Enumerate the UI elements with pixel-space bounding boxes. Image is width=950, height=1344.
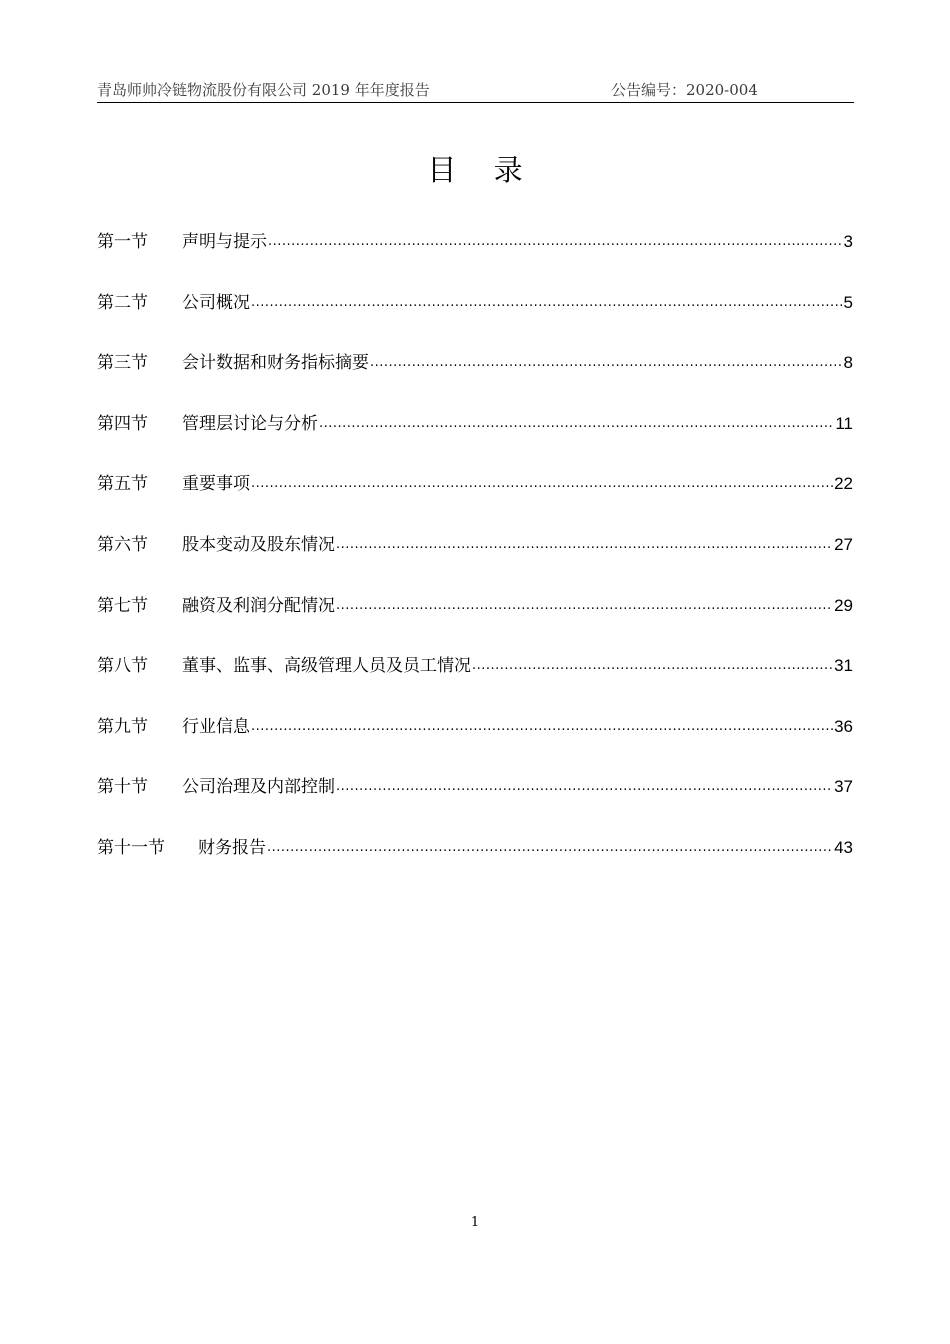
toc-dot-leader xyxy=(251,289,843,317)
toc-entry-title: 管理层讨论与分析 xyxy=(182,413,318,434)
toc-entry[interactable] xyxy=(97,773,853,834)
toc-entry-title: 声明与提示 xyxy=(182,232,267,252)
toc-entry-section: 第九节 xyxy=(97,716,148,737)
toc-entry[interactable] xyxy=(97,289,853,350)
toc-entry[interactable] xyxy=(97,652,853,713)
toc-entry-title: 财务报告 xyxy=(198,837,266,858)
toc-entry[interactable] xyxy=(97,228,853,289)
toc-entry[interactable] xyxy=(97,470,853,531)
toc-dot-leader xyxy=(336,592,833,620)
toc-entry-title: 融资及利润分配情况 xyxy=(182,595,335,616)
toc-entry-section: 第八节 xyxy=(97,656,148,677)
toc-title: 目 录 xyxy=(427,153,537,187)
toc-entry-title: 重要事项 xyxy=(182,474,250,495)
toc-entry[interactable] xyxy=(97,834,853,895)
toc-entry-title: 会计数据和财务指标摘要 xyxy=(182,353,369,374)
toc-entry-page: 36 xyxy=(834,716,853,736)
toc-entry[interactable] xyxy=(97,592,853,653)
toc-dot-leader xyxy=(472,652,833,680)
toc-entry-page: 43 xyxy=(834,837,853,857)
toc-entry-page: 31 xyxy=(834,656,853,676)
toc-entry-title: 董事、监事、高级管理人员及员工情况 xyxy=(182,656,471,677)
toc-dot-leader xyxy=(251,470,833,498)
toc-entry-page: 29 xyxy=(834,595,853,615)
toc-entry-section: 第五节 xyxy=(97,474,148,495)
toc-entry-title: 股本变动及股东情况 xyxy=(182,534,335,555)
toc-entry-title: 行业信息 xyxy=(182,716,250,737)
toc-entry-section: 第六节 xyxy=(97,534,148,555)
toc-entry-title: 公司治理及内部控制 xyxy=(182,777,335,798)
toc-entry[interactable] xyxy=(97,349,853,410)
toc-dot-leader xyxy=(319,410,834,438)
toc-dot-leader xyxy=(267,834,833,862)
toc-dot-leader xyxy=(336,531,833,559)
toc-entry-section: 第四节 xyxy=(97,413,148,434)
toc-entry-page: 11 xyxy=(835,413,853,433)
toc-entry-page: 22 xyxy=(834,474,853,494)
report-title: 青岛师帅冷链物流股份有限公司 2019 年年度报告 xyxy=(97,81,430,99)
toc-entry-section: 第二节 xyxy=(97,292,148,313)
toc-entry-section: 第三节 xyxy=(97,353,148,374)
toc-dot-leader xyxy=(268,228,843,256)
toc-entry[interactable] xyxy=(97,713,853,774)
announcement-number: 公告编号：2020-004 xyxy=(611,81,758,99)
toc-entry-page: 3 xyxy=(843,232,853,251)
toc-list xyxy=(97,228,853,895)
toc-entry-section: 第七节 xyxy=(97,595,148,616)
toc-entry-page: 5 xyxy=(843,292,853,312)
toc-entry-section: 第十一节 xyxy=(97,837,165,858)
toc-entry-section: 第十节 xyxy=(97,777,148,798)
toc-entry-section: 第一节 xyxy=(97,232,148,252)
toc-entry[interactable] xyxy=(97,531,853,592)
toc-entry-page: 8 xyxy=(843,353,853,373)
toc-dot-leader xyxy=(336,773,833,801)
toc-dot-leader xyxy=(251,713,833,741)
toc-entry-page: 27 xyxy=(834,534,853,554)
toc-entry-title: 公司概况 xyxy=(182,292,250,313)
toc-dot-leader xyxy=(370,349,843,377)
toc-entry[interactable] xyxy=(97,410,853,471)
page-header xyxy=(97,76,854,103)
toc-entry-page: 37 xyxy=(834,777,853,797)
page-number: 1 xyxy=(470,1215,480,1230)
